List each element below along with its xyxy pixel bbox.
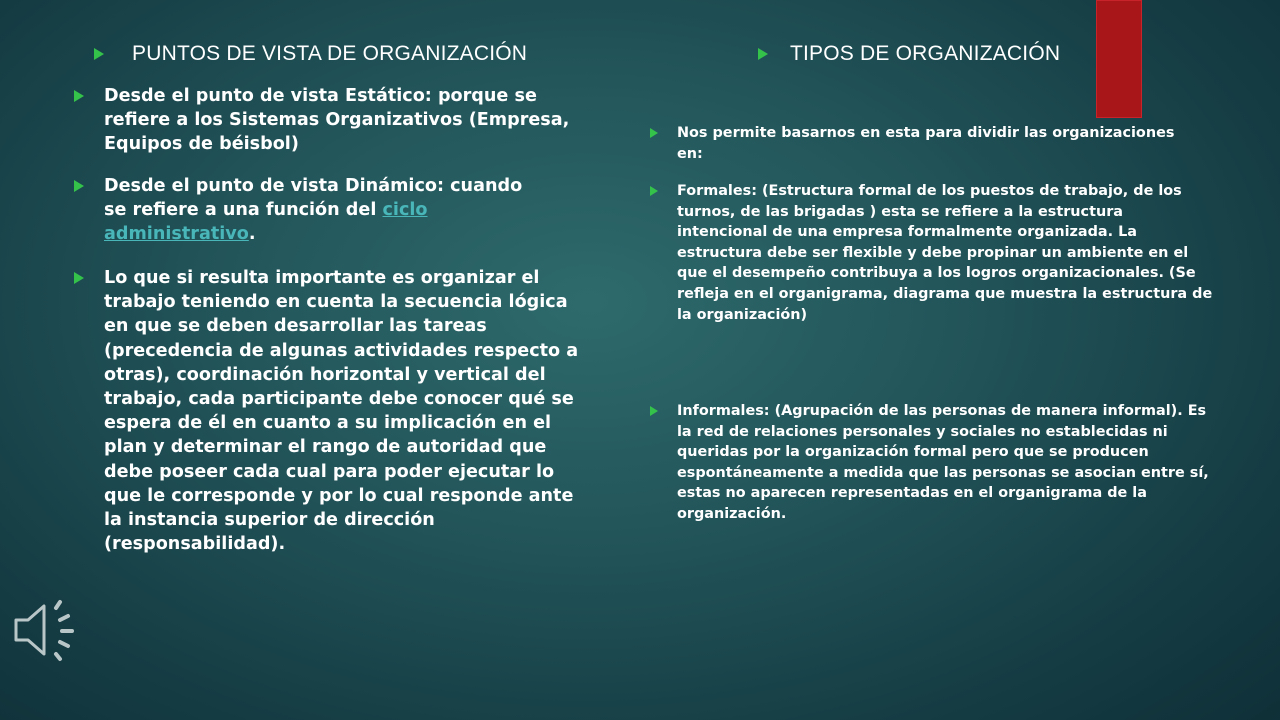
bullet-icon bbox=[650, 128, 658, 138]
bullet-icon bbox=[74, 180, 84, 192]
bullet-icon bbox=[74, 90, 84, 102]
left-item-dynamic-period: . bbox=[248, 224, 256, 245]
bullet-icon bbox=[74, 272, 84, 284]
ciclo-administrativo-link[interactable]: ciclo administrativo bbox=[104, 200, 428, 245]
right-item-formales: Formales: (Estructura formal de los puestos de trabajo, de los turnos, de las brigadas ) esta se refiere a la estructura intencional de una empresa formalmente organizada. La estructura debe ser flexible y debe propinar un ambiente en el que el desempeño contribuya a los logros organizacionales. (Se refleja en el organigrama, diagrama que muestra la estructura de la organización) bbox=[677, 183, 1213, 323]
left-item-dynamic bbox=[104, 174, 544, 247]
right-item-informales: Informales: (Agrupación de las personas de manera informal). Es la red de relaciones personales y sociales no establecidas ni queridas por la organización formal pero que se producen espontáneamente a medida que las personas se asocian entre sí, estas no aparecen representadas en el organigrama de la organización. bbox=[677, 403, 1209, 522]
left-item-important: Lo que si resulta importante es organizar el trabajo teniendo en cuenta la secuencia lógica en que se deben desarrollar las tareas (precedencia de algunas actividades respecto a otras), coordinación horizontal y vertical del trabajo, cada participante debe conocer qué se espera de él en cuanto a su implicación en el plan y determinar el rango de autoridad que debe poseer cada cual para poder ejecutar lo que le corresponde y por lo cual responde ante la instancia superior de dirección (responsabilidad). bbox=[104, 268, 579, 555]
left-heading: PUNTOS DE VISTA DE ORGANIZACIÓN bbox=[132, 42, 528, 65]
left-item-dynamic-text: Desde el punto de vista Dinámico: cuando se refiere a una función del bbox=[104, 176, 523, 221]
bullet-icon bbox=[650, 406, 658, 416]
bullet-icon bbox=[650, 186, 658, 196]
right-item-intro: Nos permite basarnos en esta para dividir las organizaciones en: bbox=[677, 125, 1175, 162]
right-heading: TIPOS DE ORGANIZACIÓN bbox=[790, 42, 1061, 65]
speaker-icon[interactable] bbox=[10, 598, 78, 662]
heading-bullet-icon bbox=[94, 48, 104, 60]
heading-bullet-icon bbox=[758, 48, 768, 60]
left-item-static: Desde el punto de vista Estático: porque se refiere a los Sistemas Organizativos (Empresa, Equipos de béisbol) bbox=[104, 86, 570, 155]
red-accent-bar bbox=[1096, 0, 1142, 118]
